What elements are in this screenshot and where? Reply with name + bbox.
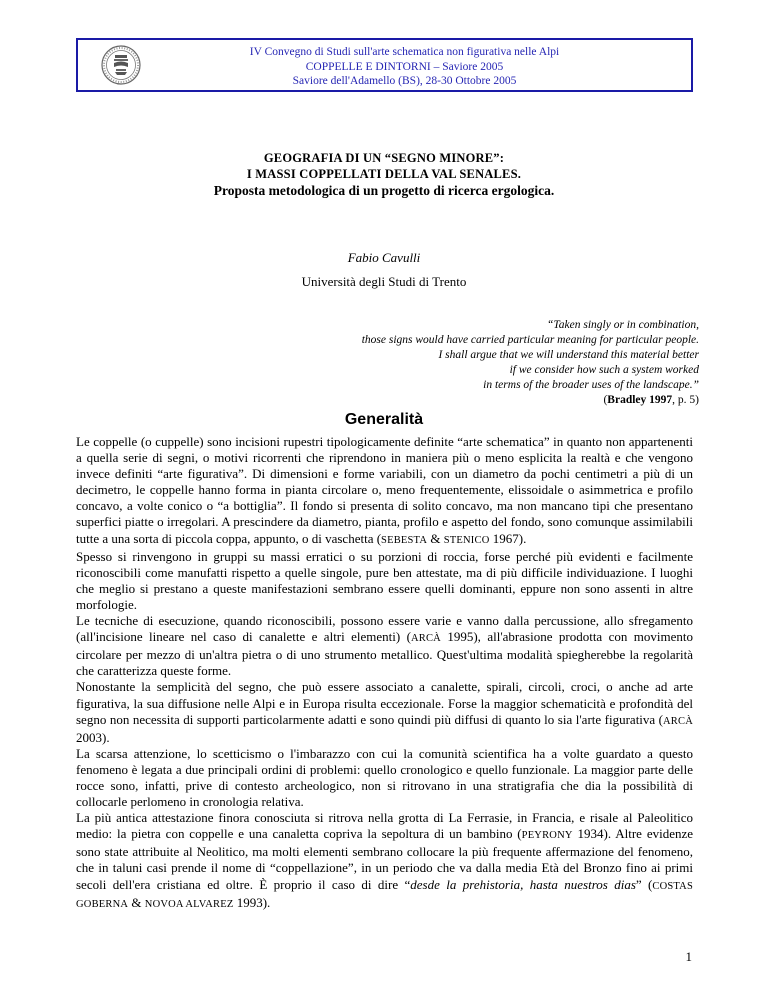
epigraph-line: “Taken singly or in combination, [547,319,699,331]
epigraph-line: if we consider how such a system worked [509,364,699,376]
conference-logo-icon [100,44,142,86]
epigraph-citation: (Bradley 1997, p. 5) [603,394,699,406]
body-text [76,434,693,913]
epigraph-quote [259,318,699,408]
title-line-2: I MASSI COPPELLATI DELLA VAL SENALES. [246,167,522,181]
paragraph: Le coppelle (o cuppelle) sono incisioni rupestri tipologicamente definite “arte schematica” in quanto non appartenenti a quella serie di segni, o motivi ricorrenti che riprendono in maniera più o meno esplicita la realtà e che vengono invece definiti “arte figurativa”. Di dimensioni e forme variabili, con un diametro da pochi centimetri a più di un decimetro, le coppelle hanno forma in pianta circolare o, meno frequentemente, elissoidale o asimmetrica e profilo concavo, a volte conico o “a bottiglia”. Il fondo si presenta di solito concavo, ma non mancano tipi che presentano superfici piatte o irregolari. A prescindere da diametro, pianta, profilo e aspetto del fondo, sono comunque assimilabili tutte a una sorta di piccola coppa, appunto, o di vaschetta (SEBESTA & STENICO 1967). [76,434,693,546]
header-line-1: IV Convegno di Studi sull'arte schematica non figurativa nelle Alpi [249,46,560,58]
paragraph: Spesso si rinvengono in gruppi su massi erratici o su porzioni di roccia, forse perché più evidenti e facilmente riconoscibili come manufatti rispetto a quelle singole, pure ben attestate, ma di più difficile individuazione. I luoghi che meglio si prestano a queste manifestazioni sembrano essere quelli dominanti, eppure non sono assenti in altre morfologie. [76,548,693,612]
page-number: 1 [685,949,692,964]
epigraph-line: I shall argue that we will understand this material better [438,349,699,361]
section-heading: Generalità [344,411,424,428]
title-line-1: GEOGRAFIA DI UN “SEGNO MINORE”: [263,151,505,165]
header-line-3: Saviore dell'Adamello (BS), 28-30 Ottobre 2005 [292,75,517,87]
paragraph: Nonostante la semplicità del segno, che può essere associato a canalette, spirali, circoli, croci, o anche ad arte figurativa, la sua diffusione nelle Alpi e in Europa risulta eccezionale. Forse la maggior schematicità e profondità del segno non necessita di supporti particolarmente adatti e sono quindi più diffusi di quanto lo sia l'arte figurativa (ARCÀ 2003). [76,679,693,745]
header-line-2: COPPELLE E DINTORNI – Saviore 2005 [305,60,504,73]
epigraph-line: in terms of the broader uses of the landscape.” [483,379,699,391]
conference-header [76,38,693,92]
paper-title [60,150,708,199]
paper-subtitle: Proposta metodologica di un progetto di ricerca ergologica. [213,183,555,198]
paragraph: La scarsa attenzione, lo scetticismo o l'imbarazzo con cui la comunità scientifica ha a volte guardato a questo fenomeno è legata a due principali ordini di problemi: quello cronologico e quello funzionale. La maggior parte delle rocce sono, infatti, prive di contesto archeologico, non si ritrovano in una stratigrafia che dia la possibilità di collocarle perlomeno in cronologia relativa. [76,745,693,810]
paragraph: La più antica attestazione finora conosciuta si ritrova nella grotta di La Ferrasie, in Francia, e risale al Paleolitico medio: la pietra con coppelle e una canaletta copriva la sepoltura di un bambino (PEYRONY 1934). Altre evidenze sono state attribuite al Neolitico, ma molti elementi sembrano collocare la più frequente affermazione del fenomeno, che in taluni casi prende il nome di “coppellazione”, in un periodo che va dalla media Età del Bronzo fino ai primi secoli dell'era cristiana ed oltre. È proprio il caso di dire “desde la prehistoria, hasta nuestros dias” (COSTAS GOBERNA & NOVOA ALVAREZ 1993). [76,810,694,910]
author-affiliation: Università degli Studi di Trento [301,274,467,289]
author-name: Fabio Cavulli [347,250,421,265]
epigraph-line: those signs would have carried particular meaning for particular people. [361,334,699,346]
paragraph: Le tecniche di esecuzione, quando riconoscibili, possono essere varie e vanno dalla percussione, allo sfregamento (all'incisione lineare nel caso di canalette e altri elementi) (ARCÀ 1995), all'abrasione prodotta con movimento circolare per mezzo di un'altra pietra o di uno strumento metallico. Quest'ultima modalità spiegherebbe la regolarità che caratterizza queste forme. [76,613,693,679]
